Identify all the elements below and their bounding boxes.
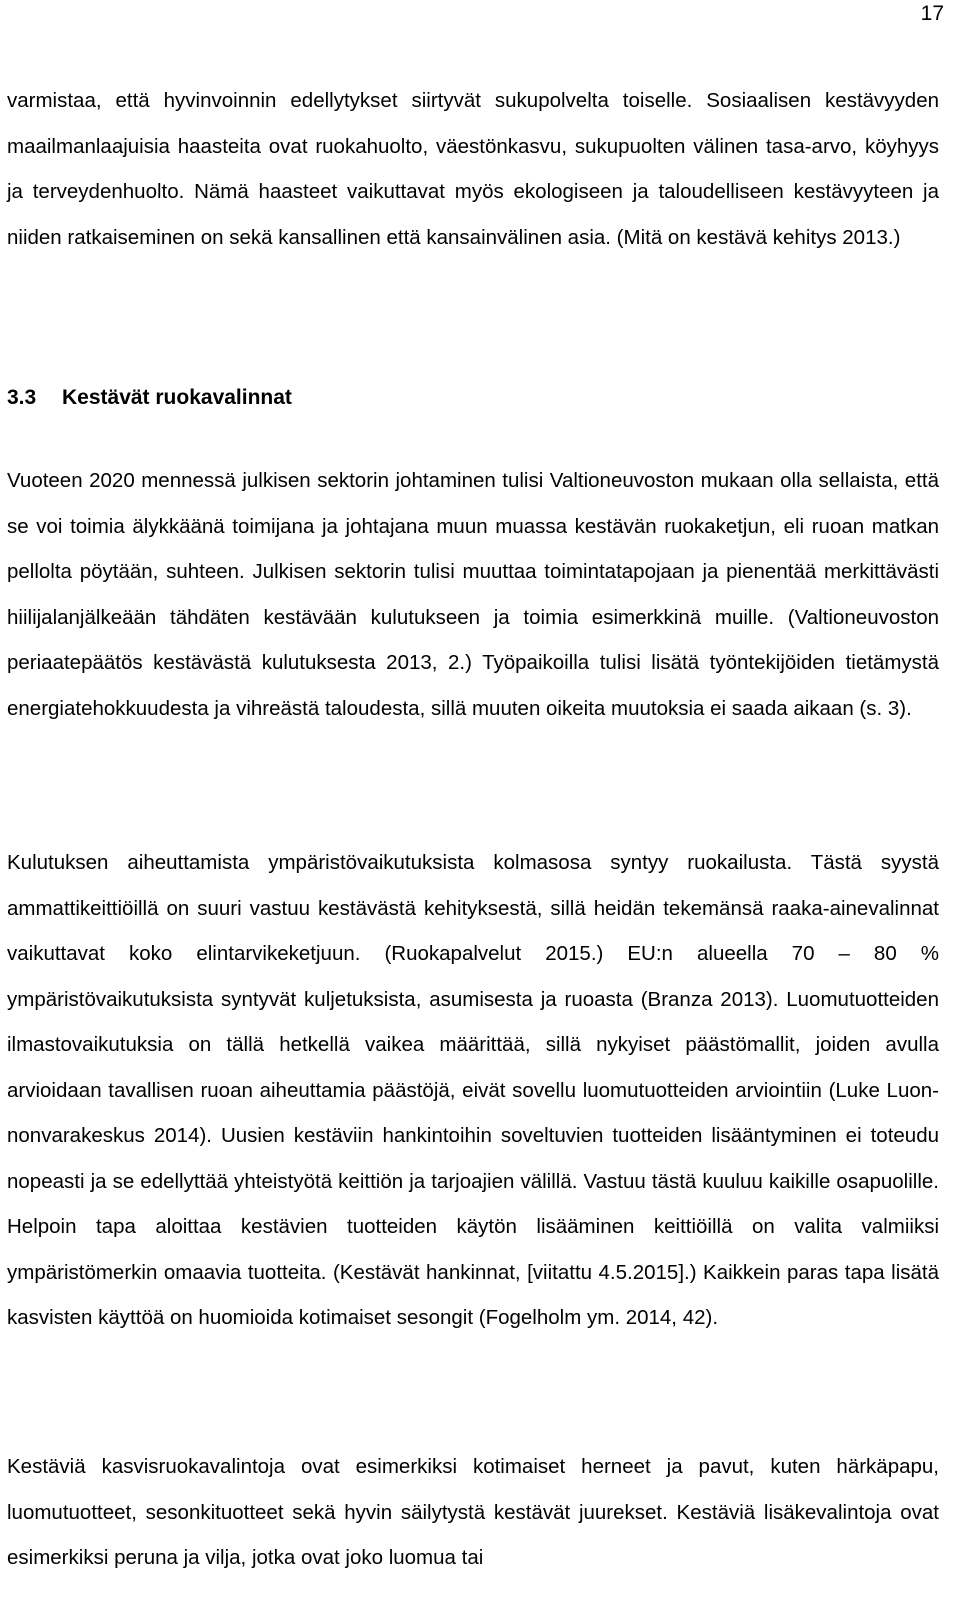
paragraph-consumption: Kulutuksen aiheuttamista ympäristövaikutuksista kolmasosa syntyy ruokailusta. Tästä syystä ammattikeittiöillä on suuri vastuu kestävästä kehityksestä, sillä heidän tekemänsä raaka-ainevalinnat vaikuttavat koko elintarvikeketjuun. (Ruokapalvelut 2015.) EU:n alueella 70 – 80 % ympäristövaikutuksista syntyvät kuljetuksista, asumisesta ja ruoasta (Branza 2013). Luomutuotteiden ilmastovaikutuksia on tällä hetkellä vaikea määrittää, sillä nykyiset päästömallit, joiden avulla arvioidaan tavallisen ruoan aiheuttamia päästöjä, eivät sovellu luomutuotteiden arviointiin (Luke Luonnonvarakeskus 2014). Uusien kestäviin hankintoihin soveltuvien tuotteiden lisääntyminen ei toteudu nopeasti ja se edellyttää yhteistyötä keittiön ja tarjoajien välillä. Vastuu tästä kuuluu kaikille osapuolille. Helpoin tapa aloittaa kestävien tuotteiden käytön lisääminen keittiöillä on valita valmiiksi ympäristömerkin omaavia tuotteita. (Kestävät hankinnat, [viitattu 4.5.2015].) Kaikkein paras tapa lisätä kasvisten käyttöä on huomioida kotimaiset sesongit (Fogelholm ym. 2014, 42). (7, 851, 939, 1329)
section-heading (7, 383, 292, 413)
paragraph-public-sector: Vuoteen 2020 mennessä julkisen sektorin johtaminen tulisi Valtioneuvoston mukaan olla sellaista, että se voi toimia älykkäänä toimijana ja johtajana muun muassa kestävän ruokaketjun, eli ruoan matkan pellolta pöytään, suhteen. Julkisen sektorin tulisi muuttaa toimintatapojaan ja pienentää merkittävästi hiilijalanjälkeään tähdäten kestävään kulutukseen ja toimia esimerkkinä muille. (Valtioneuvoston periaatepäätös kestävästä kulutuksesta 2013, 2.) Työpaikoilla tulisi lisätä työntekijöiden tietämystä energiatehokkuudesta ja vihreästä taloudesta, sillä muuten oikeita muutoksia ei saada aikaan (s. 3). (7, 469, 939, 720)
section-title: Kestävät ruokavalinnat (62, 386, 292, 409)
section-number: 3.3 (7, 386, 37, 409)
paragraph-vegetables: Kestäviä kasvisruokavalintoja ovat esimerkiksi kotimaiset herneet ja pavut, kuten härkäpapu, luomutuotteet, sesonkituotteet sekä hyvin säilytystä kestävät juurekset. Kestäviä lisäkevalintoja ovat esimerkiksi peruna ja vilja, jotka ovat joko luomua tai (7, 1455, 939, 1569)
page-number: 17 (920, 2, 944, 25)
paragraph-intro: varmistaa, että hyvinvoinnin edellytykset siirtyvät sukupolvelta toiselle. Sosiaalisen kestävyyden maailmanlaajuisia haasteita ovat ruokahuolto, väestönkasvu, sukupuolten välinen tasa-arvo, köyhyys ja terveydenhuolto. Nämä haasteet vaikuttavat myös ekologiseen ja taloudelliseen kestävyyteen ja niiden ratkaiseminen on sekä kansallinen että kansainvälinen asia. (Mitä on kestävä kehitys 2013.) (7, 89, 939, 249)
